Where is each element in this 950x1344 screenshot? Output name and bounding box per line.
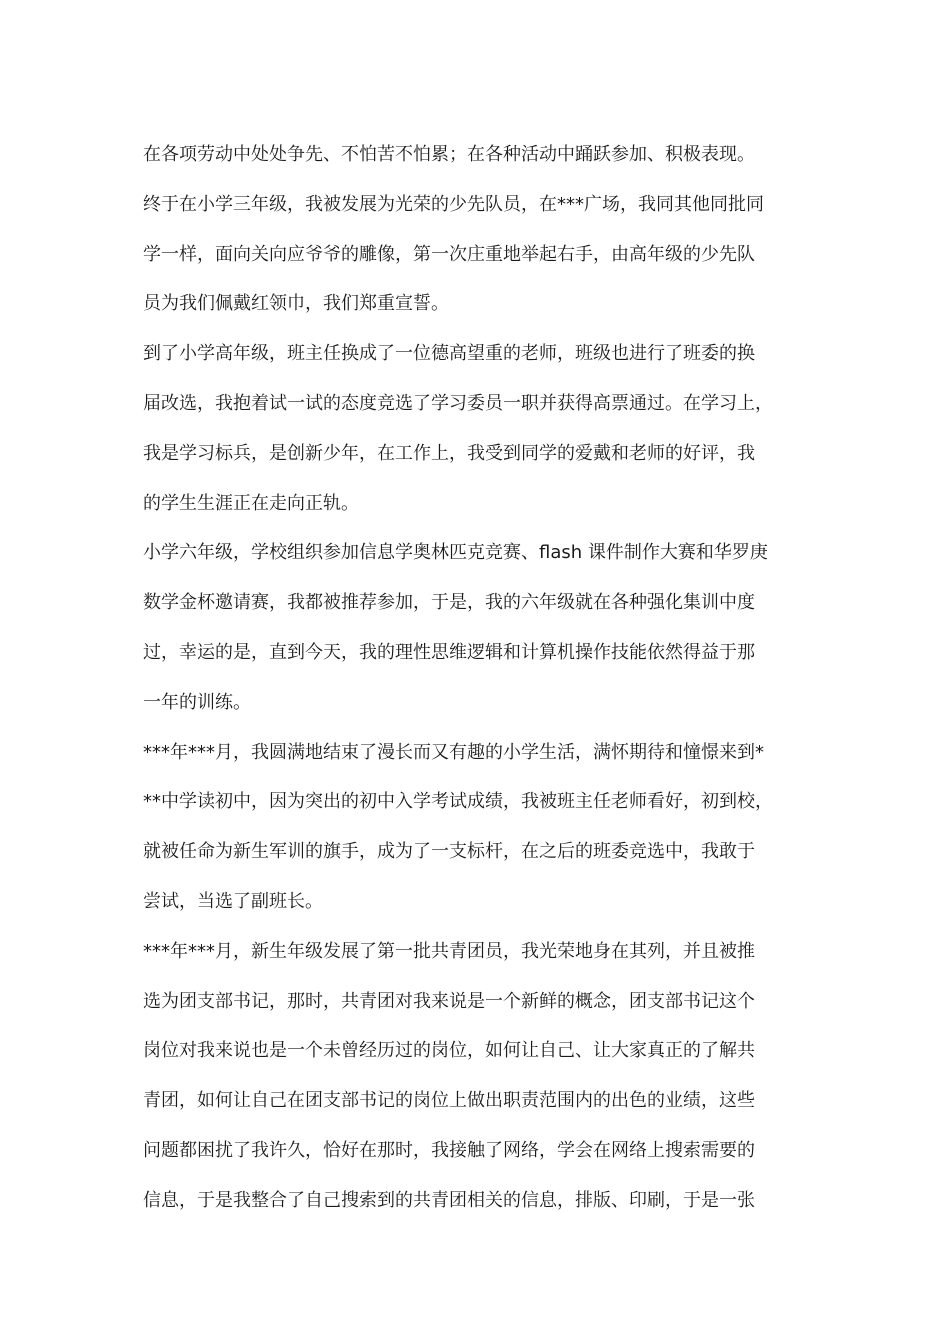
text-line: 在各项劳动中处处争先、不怕苦不怕累；在各种活动中踊跃参加、积极表现。: [143, 144, 755, 165]
text-line: 到了小学高年级，班主任换成了一位德高望重的老师，班级也进行了班委的换: [143, 343, 755, 365]
text-line: 问题都困扰了我许久，恰好在那时，我接触了网络，学会在网络上搜索需要的: [143, 1139, 755, 1161]
text-line: 数学金杯邀请赛，我都被推荐参加，于是，我的六年级就在各种强化集训中度: [143, 592, 755, 614]
text-line: 就被任命为新生军训的旗手，成为了一支标杆，在之后的班委竞选中，我敢于: [143, 841, 755, 863]
text-line: 的学生生涯正在走向正轨。: [143, 492, 359, 514]
text-line: 终于在小学三年级，我被发展为光荣的少先队员，在***广场，我同其他同批同: [143, 193, 764, 215]
text-line: 岗位对我来说也是一个未曾经历过的岗位，如何让自己、让大家真正的了解共: [143, 1040, 755, 1062]
text-line: 信息，于是我整合了自己搜索到的共青团相关的信息，排版、印刷，于是一张: [143, 1189, 755, 1211]
text-line: 学一样，面向关向应爷爷的雕像，第一次庄重地举起右手，由高年级的少先队: [143, 243, 755, 265]
text-line: 选为团支部书记，那时，共青团对我来说是一个新鲜的概念，团支部书记这个: [143, 990, 755, 1012]
text-line: 我是学习标兵，是创新少年，在工作上，我受到同学的爱戴和老师的好评，我: [143, 442, 755, 464]
body-text: [143, 130, 808, 1226]
text-line: 员为我们佩戴红领巾，我们郑重宣誓。: [143, 293, 449, 315]
text-line: 届改选，我抱着试一试的态度竞选了学习委员一职并获得高票通过。在学习上，: [143, 392, 773, 414]
text-line: 尝试，当选了副班长。: [143, 890, 323, 912]
text-line: **中学读初中，因为突出的初中入学考试成绩，我被班主任老师看好，初到校，: [143, 791, 773, 813]
text-line: ***年***月，新生年级发展了第一批共青团员，我光荣地身在其列，并且被推: [143, 940, 755, 962]
text-line: 一年的训练。: [143, 691, 251, 713]
text-line: ***年***月，我圆满地结束了漫长而又有趣的小学生活，满怀期待和憧憬来到*: [143, 741, 764, 763]
text-line: 小学六年级，学校组织参加信息学奥林匹克竞赛、flash 课件制作大赛和华罗庚: [143, 542, 768, 564]
text-line: 青团，如何让自己在团支部书记的岗位上做出职责范围内的出色的业绩，这些: [143, 1090, 755, 1112]
text-line: 过，幸运的是，直到今天，我的理性思维逻辑和计算机操作技能依然得益于那: [143, 641, 755, 663]
